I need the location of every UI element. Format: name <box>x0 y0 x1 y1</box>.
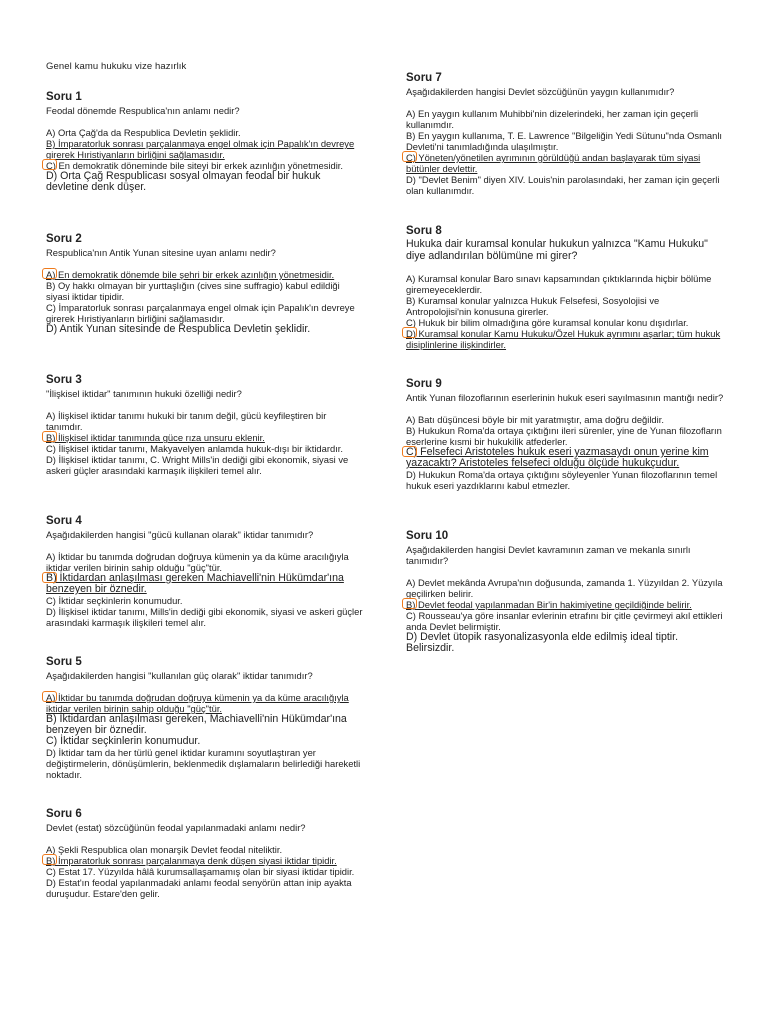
option-b: B) İktidardan anlaşılması gereken, Machiavelli'nin Hükümdar'ına benzeyen bir öznedir. <box>46 713 347 736</box>
question-label: Soru 7 <box>406 72 442 84</box>
question-text: Aşağıdakilerden hangisi Devlet kavramının zaman ve mekanla sınırlı tanımıdır? <box>406 544 691 566</box>
option-a: A) İlişkisel iktidar tanımı hukuki bir tanım değil, gücü keyfileştiren bir tanımdır. <box>46 410 327 432</box>
option-d: D) İktidar tam da her türlü genel iktidar kuramını soyutlaştıran yer değiştirmelerin, dönüşümlerin, beklenmedik dışlamaların belirlediği hareketli noktadır. <box>46 747 361 780</box>
document-title: Genel kamu hukuku vize hazırlık <box>46 61 187 72</box>
option-b <box>46 432 364 443</box>
option-c: C) İktidar seçkinlerin konumudur. <box>46 735 201 747</box>
option-c: C) Hukuk bir bilim olmadığına göre kuramsal konular konu dışıdırlar. <box>406 317 689 328</box>
option-a: A) İktidar bu tanımda doğrudan doğruya kümenin ya da küme aracılığıyla iktidar verilen birinin sahip olduğu "güç"tür. <box>46 551 349 573</box>
question-9 <box>406 378 724 491</box>
option-c: C) İktidar seçkinlerin konumudur. <box>46 595 183 606</box>
answer-marker <box>402 327 417 338</box>
option-b-text: B) Devlet feodal yapılanmadan Bir'in hakimiyetine geçildiğinde belirir. <box>406 599 692 610</box>
option-b: B) Oy hakkı olmayan bir yurttaşlığın (cives sine suffragio) kabul edildiği siyasi iktidar tipidir. <box>46 280 340 302</box>
option-d: D) "Devlet Benim" diyen XIV. Louis'nin parolasındaki, her zaman için geçerli olan kullanımdır. <box>406 174 720 196</box>
question-label: Soru 6 <box>46 808 82 820</box>
question-text: Aşağıdakilerden hangisi "gücü kullanan olarak" iktidar tanımıdır? <box>46 529 314 540</box>
option-c: C) Estat 17. Yüzyılda hâlâ kurumsallaşamamış olan bir siyasi iktidar tipidir. <box>46 866 355 877</box>
question-text: Respublica'nın Antik Yunan sitesine uyan anlamı nedir? <box>46 247 276 258</box>
option-c <box>406 447 724 469</box>
question-text: "İlişkisel iktidar" tanımının hukuki özelliği nedir? <box>46 388 242 399</box>
option-b-text: B) İlişkisel iktidar tanımında güce rıza unsuru eklenir. <box>46 432 265 443</box>
option-c-text: C) Felsefeci Aristoteles hukuk eseri yazmasaydı onun yerine kim yazacaktı? Aristoteles felsefeci olduğu ölçüde hukukçudur. <box>406 446 709 469</box>
option-d-text: D) Kuramsal konular Kamu Hukuku/Özel Hukuk ayrımını aşarlar; tüm hukuk disiplinlerine ilişkindirler. <box>406 328 721 350</box>
option-d: D) Estat'ın feodal yapılanmadaki anlamı feodal senyörün attan inip ayakta duruşudur. Estare'den gelir. <box>46 877 352 899</box>
option-a: A) Şekli Respublica olan monarşik Devlet feodal niteliktir. <box>46 844 283 855</box>
question-4 <box>46 515 364 628</box>
question-1 <box>46 91 364 193</box>
answer-marker <box>402 598 417 609</box>
option-c <box>406 152 724 174</box>
answer-marker <box>42 854 57 865</box>
question-text: Devlet (estat) sözcüğünün feodal yapılanmadaki anlamı nedir? <box>46 822 306 833</box>
option-a <box>46 269 364 280</box>
question-10 <box>406 530 724 654</box>
option-b-text: B) İmparatorluk sonrası parçalanmaya denk düşen siyasi iktidar tipidir. <box>46 855 337 866</box>
question-text: Aşağıdakilerden hangisi Devlet sözcüğünün yaygın kullanımıdır? <box>406 86 675 97</box>
option-a: A) Kuramsal konular Baro sınavı kapsamından çıktıklarında hiçbir bölüme giremeyeceklerdir. <box>406 273 712 295</box>
option-b: B) İmparatorluk sonrası parçalanmaya engel olmak için Papalık'ın devreye girerek Hıristiyanların birliğini sağlamasıdır. <box>46 138 355 160</box>
option-c: C) İlişkisel iktidar tanımı, Makyavelyen anlamda hukuk-dışı bir iktidardır. <box>46 443 343 454</box>
option-a <box>46 692 364 714</box>
option-b <box>46 573 364 595</box>
answer-marker <box>402 151 417 162</box>
answer-marker <box>42 572 57 583</box>
option-d <box>406 328 724 350</box>
option-c: C) İmparatorluk sonrası parçalanmaya engel olmak için Papalık'ın devreye girerek Hıristiyanların birliğini sağlamasıdır. <box>46 302 355 324</box>
option-b: B) Kuramsal konular yalnızca Hukuk Felsefesi, Sosyolojisi ve Antropolojisi'nin konusuna girerler. <box>406 295 660 317</box>
option-b <box>46 855 364 866</box>
option-a: A) Batı düşüncesi böyle bir mit yaratmıştır, ama doğru değildir. <box>406 414 664 425</box>
question-label: Soru 8 <box>406 225 442 237</box>
option-a: A) Orta Çağ'da da Respublica Devletin şeklidir. <box>46 127 241 138</box>
question-label: Soru 4 <box>46 515 82 527</box>
option-c-text: C) Yöneten/yönetilen ayrımının görüldüğü andan başlayarak tüm siyasi bütünler devlettir. <box>406 152 701 174</box>
option-b <box>406 599 724 610</box>
answer-marker <box>42 431 57 442</box>
option-d: D) Devlet ütopik rasyonalizasyonla elde edilmiş ideal tiptir. Belirsizdir. <box>406 631 679 654</box>
option-d: D) Antik Yunan sitesinde de Respublica Devletin şeklidir. <box>46 323 311 335</box>
option-a-text: A) İktidar bu tanımda doğrudan doğruya kümenin ya da küme aracılığıyla iktidar verilen birinin sahip olduğu "güç"tür. <box>46 692 349 714</box>
answer-marker <box>42 268 57 279</box>
option-c-text: C) En demokratik döneminde bile siteyi bir erkek azınlığın yönetmesidir. <box>46 160 344 171</box>
question-label: Soru 2 <box>46 233 82 245</box>
question-3 <box>46 374 364 476</box>
question-8 <box>406 225 724 350</box>
question-text: Feodal dönemde Respublica'nın anlamı nedir? <box>46 105 240 116</box>
question-label: Soru 3 <box>46 374 82 386</box>
option-b: B) En yaygın kullanıma, T. E. Lawrence "Bilgeliğin Yedi Sütunu"nda Osmanlı Devleti'ni tanımladığında ulaşılmıştır. <box>406 130 723 152</box>
option-d: D) Orta Çağ Respublicası sosyal olmayan feodal bir hukuk devletine denk düşer. <box>46 170 321 193</box>
option-b-text: B) İktidardan anlaşılması gereken Machiavelli'nin Hükümdar'ına benzeyen bir öznedir. <box>46 572 344 595</box>
question-label: Soru 5 <box>46 656 82 668</box>
option-c: C) Rousseau'ya göre insanlar evlerinin etrafını bir çitle çevirmeyi akıl ettikleri anda Devlet belirmiştir. <box>406 610 723 632</box>
option-b: B) Hukukun Roma'da ortaya çıktığını ileri sürenler, yine de Yunan filozofların eserlerine kısmi bir hukukilik atfederler. <box>406 425 722 447</box>
question-label: Soru 1 <box>46 91 82 103</box>
option-d: D) İlişkisel iktidar tanımı, Mills'in dediği gibi ekonomik, siyasi ve askeri güçler arasındaki karmaşık ilişkileri temel alır. <box>46 606 363 628</box>
answer-marker <box>42 691 57 702</box>
option-a: A) En yaygın kullanım Muhibbi'nin dizelerindeki, her zaman için geçerli kullanımdır. <box>406 108 699 130</box>
answer-marker <box>42 159 57 170</box>
question-label: Soru 9 <box>406 378 442 390</box>
option-a: A) Devlet mekânda Avrupa'nın doğusunda, zamanda 1. Yüzyıldan 2. Yüzyıla geçilirken belirir. <box>406 577 723 599</box>
option-d: D) Hukukun Roma'da ortaya çıktığını söyleyenler Yunan filozoflarının temel hukuk eseri yazdıklarını kabul etmezler. <box>406 469 718 491</box>
question-6 <box>46 808 364 899</box>
question-7 <box>406 72 724 196</box>
question-2 <box>46 233 364 335</box>
option-a-text: A) En demokratik dönemde bile şehri bir erkek azınlığın yönetmesidir. <box>46 269 335 280</box>
option-d: D) İlişkisel iktidar tanımı, C. Wright Mills'in dediği gibi ekonomik, siyasi ve askeri güçler arasındaki karmaşık ilişkileri temel alır. <box>46 454 349 476</box>
question-5 <box>46 656 364 780</box>
question-text: Aşağıdakilerden hangisi "kullanılan güç olarak" iktidar tanımıdır? <box>46 670 313 681</box>
question-label: Soru 10 <box>406 530 449 542</box>
question-text: Antik Yunan filozoflarının eserlerinin hukuk eseri sayılmasının mantığı nedir? <box>406 392 724 403</box>
answer-marker <box>402 446 417 457</box>
question-text: Hukuka dair kuramsal konular hukukun yalnızca "Kamu Hukuku" diye adlandırılan bölümüne mi girer? <box>406 238 708 262</box>
